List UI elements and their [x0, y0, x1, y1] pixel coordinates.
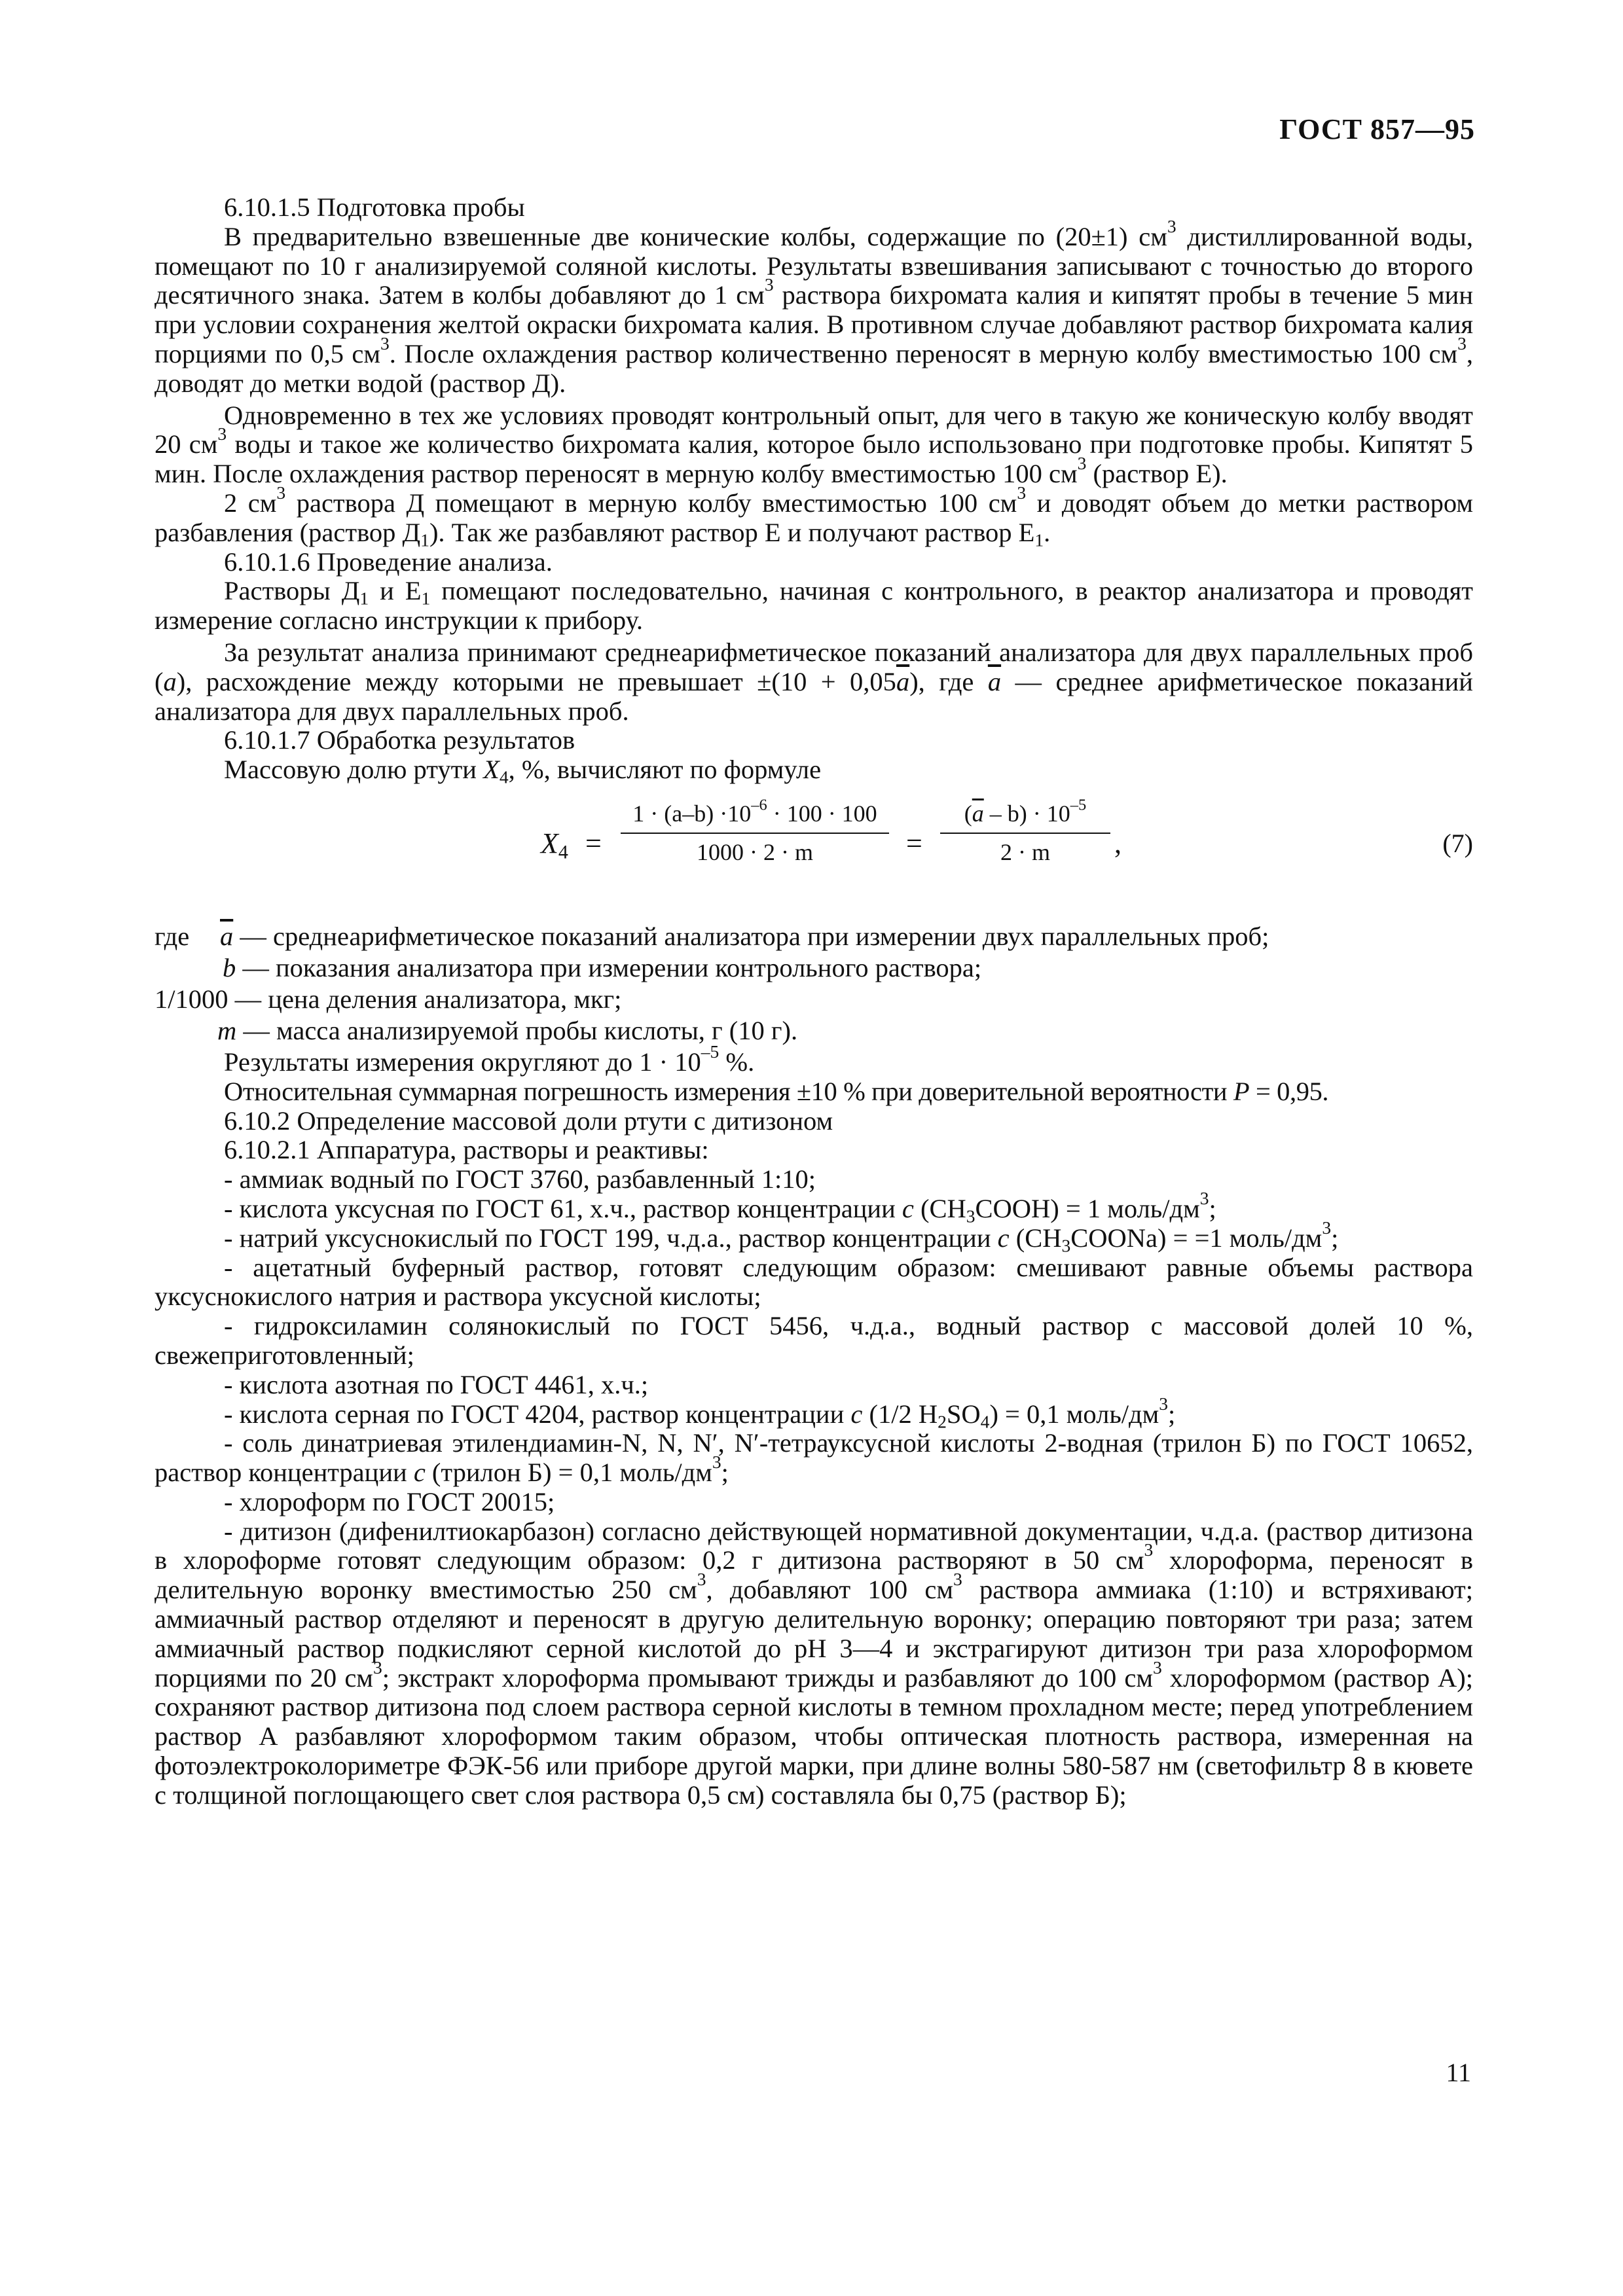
list-item: - кислота азотная по ГОСТ 4461, х.ч.; — [224, 1369, 649, 1399]
paragraph: Массовую долю ртути $X_4$, %, вычисляют по формуле — [224, 755, 822, 787]
formula-number: (7) — [1442, 828, 1473, 858]
legend-row-division: 1/1000 — цена деления анализатора, мкг; — [155, 984, 622, 1014]
list-item: - кислота уксусная по ГОСТ 61, х.ч., раствор концентрации c $(CH_3COOH) = 1$ моль/$дм^3$; — [224, 1188, 1216, 1227]
legend-row-m: m — масса анализируемой пробы кислоты, г (10 г). — [217, 1015, 798, 1045]
equals-sign: = — [585, 827, 602, 859]
document-header-gost: ГОСТ 857—95 — [1279, 113, 1475, 145]
section-heading: 6.10.2.1 Аппаратура, растворы и реактивы: — [224, 1135, 709, 1165]
legend-row-b: b — показания анализатора при измерении контрольного раствора; — [223, 952, 982, 982]
formula-7: $X_4$ = $\frac{1 \cdot (a-b) \cdot 10^{-6} \cdot 100 \cdot 100}{1000 \cdot 2 \cdot m}$ = $\frac{(\overline{a} - b) \cdot 10^{-5}}{2 \cdot m}$ , (7) — [155, 799, 1473, 910]
section-heading: 6.10.1.7 Обработка результатов — [224, 725, 575, 755]
paragraph: Относительная суммарная погрешность измерения ±10 % при доверительной вероятности P = 0,95. — [224, 1076, 1329, 1106]
document-body — [155, 193, 1473, 1810]
paragraph: Растворы $Д_1$ и $Е_1$ помещают последовательно, начиная с контрольного, в реактор анализатора и проводят измерение согласно инструкции к прибору. — [155, 576, 1474, 636]
list-item: - аммиак водный по ГОСТ 3760, разбавленный 1:10; — [224, 1164, 816, 1194]
section-heading: 6.10.1.5 Подготовка пробы — [224, 192, 525, 222]
paragraph: За результат анализа принимают среднеарифметическое показаний анализатора для двух параллельных проб (a), расхождение между которыми не превышает $\pm(10 + 0,05\overline{a})$, где $\overline{a}$ — среднее арифметическое показаний анализатора для двух параллельных проб. — [155, 637, 1473, 726]
formula-legend — [155, 922, 1473, 1048]
legend-row-a: где $\overline{a}$ — среднеарифметическое показаний анализатора при измерении двух параллельных проб; — [155, 921, 1269, 951]
paragraph: 2 $см^3$ раствора Д помещают в мерную колбу вместимостью 100 $см^3$ и доводят объем до метки раствором разбавления (раствор $Д_1$). Так же разбавляют раствор Е и получают раствор $Е_1$. — [155, 482, 1473, 550]
formula-lhs: $X_4$ — [541, 827, 568, 863]
list-item: - гидроксиламин солянокислый по ГОСТ 5456, ч.д.а., водный раствор с массовой долей 10 %, свежеприготовленный; — [155, 1311, 1473, 1370]
section-heading: 6.10.2 Определение массовой доли ртути с дитизоном — [224, 1105, 833, 1136]
paragraph: Одновременно в тех же условиях проводят контрольный опыт, для чего в такую же коническую колбу вводят 20 $см^3$ воды и такое же количество бихромата калия, которое было использовано при подготовке пробы. Кипятят 5 мин. После охлаждения раствор переносят в мерную колбу вместимостью 100 $см^3$ (раствор Е). — [155, 400, 1474, 489]
formula-fraction-1: $\frac{1 \cdot (a-b) \cdot 10^{-6} \cdot 100 \cdot 100}{1000 \cdot 2 \cdot m}$ — [621, 799, 889, 867]
paragraph: Результаты измерения округляют до $1 \cdot 10^{-5}$ %. — [224, 1041, 755, 1077]
list-item: - кислота серная по ГОСТ 4204, раствор концентрации c (1/2 $H_2SO_4) = 0,1$ моль/$дм^3$; — [224, 1393, 1176, 1432]
formula-fraction-2: $\frac{(\overline{a} - b) \cdot 10^{-5}}{2 \cdot m}$ — [940, 799, 1110, 867]
page-number: 11 — [1446, 2058, 1471, 2087]
equals-sign: = — [906, 827, 922, 859]
list-item: - дитизон (дифенилтиокарбазон) согласно действующей нормативной документации, ч.д.а. (раствор дитизона в хлороформе готовят следующим образом: 0,2 г дитизона растворяют в 50 $см^3$ хлороформа, переносят в делительную воронку вместимостью 250 $см^3$, добавляют 100 $см^3$ раствора аммиака (1:10) и встряхивают; аммиачный раствор отделяют и переносят в другую делительную воронку; операцию повторяют три раза; затем аммиачный раствор подкисляют серной кислотой до pH 3—4 и экстрагируют дитизон три раза хлороформом порциями по 20 $см^3$; экстракт хлороформа промывают трижды и разбавляют до 100 $см^3$ хлороформом (раствор А); сохраняют раствор дитизона под слоем раствора серной кислоты в темном прохладном месте; перед употреблением раствор А разбавляют хлороформом таким образом, чтобы оптическая плотность раствора, измеренная на фотоэлектроколориметре ФЭК-56 или приборе другой марки, при длине волны 580-587 нм (светофильтр 8 в кювете с толщиной поглощающего свет слоя раствора 0,5 см) составляла бы 0,75 (раствор Б); — [155, 1516, 1473, 1810]
list-item: - ацетатный буферный раствор, готовят следующим образом: смешивают равные объемы раствора уксуснокислого натрия и раствора уксусной кислоты; — [155, 1252, 1473, 1312]
paragraph: В предварительно взвешенные две конические колбы, содержащие по (20±1) $см^3$ дистиллированной воды, помещают по 10 г анализируемой соляной кислоты. Результаты взвешивания записывают с точностью до второго десятичного знака. Затем в колбы добавляют до 1 $см^3$ раствора бихромата калия и кипятят пробы в течение 5 мин при условии сохранения желтой окраски бихромата калия. В противном случае добавляют раствор бихромата калия порциями по 0,5 $см^3$. После охлаждения раствор количественно переносят в мерную колбу вместимостью 100 $см^3$, доводят до метки водой (раствор Д). — [155, 215, 1473, 398]
list-item: - натрий уксуснокислый по ГОСТ 199, ч.д.а., раствор концентрации c $(CH_3COONa) = =1$ моль/$дм^3$; — [224, 1217, 1339, 1256]
list-item: - хлороформ по ГОСТ 20015; — [224, 1486, 555, 1516]
section-heading: 6.10.1.6 Проведение анализа. — [224, 547, 553, 577]
list-item: - соль динатриевая этилендиамин-N, N, N′, N′-тетрауксусной кислоты 2-водная (трилон Б) по ГОСТ 10652, раствор концентрации c (трилон Б) = 0,1 моль/$дм^3$; — [155, 1428, 1473, 1488]
